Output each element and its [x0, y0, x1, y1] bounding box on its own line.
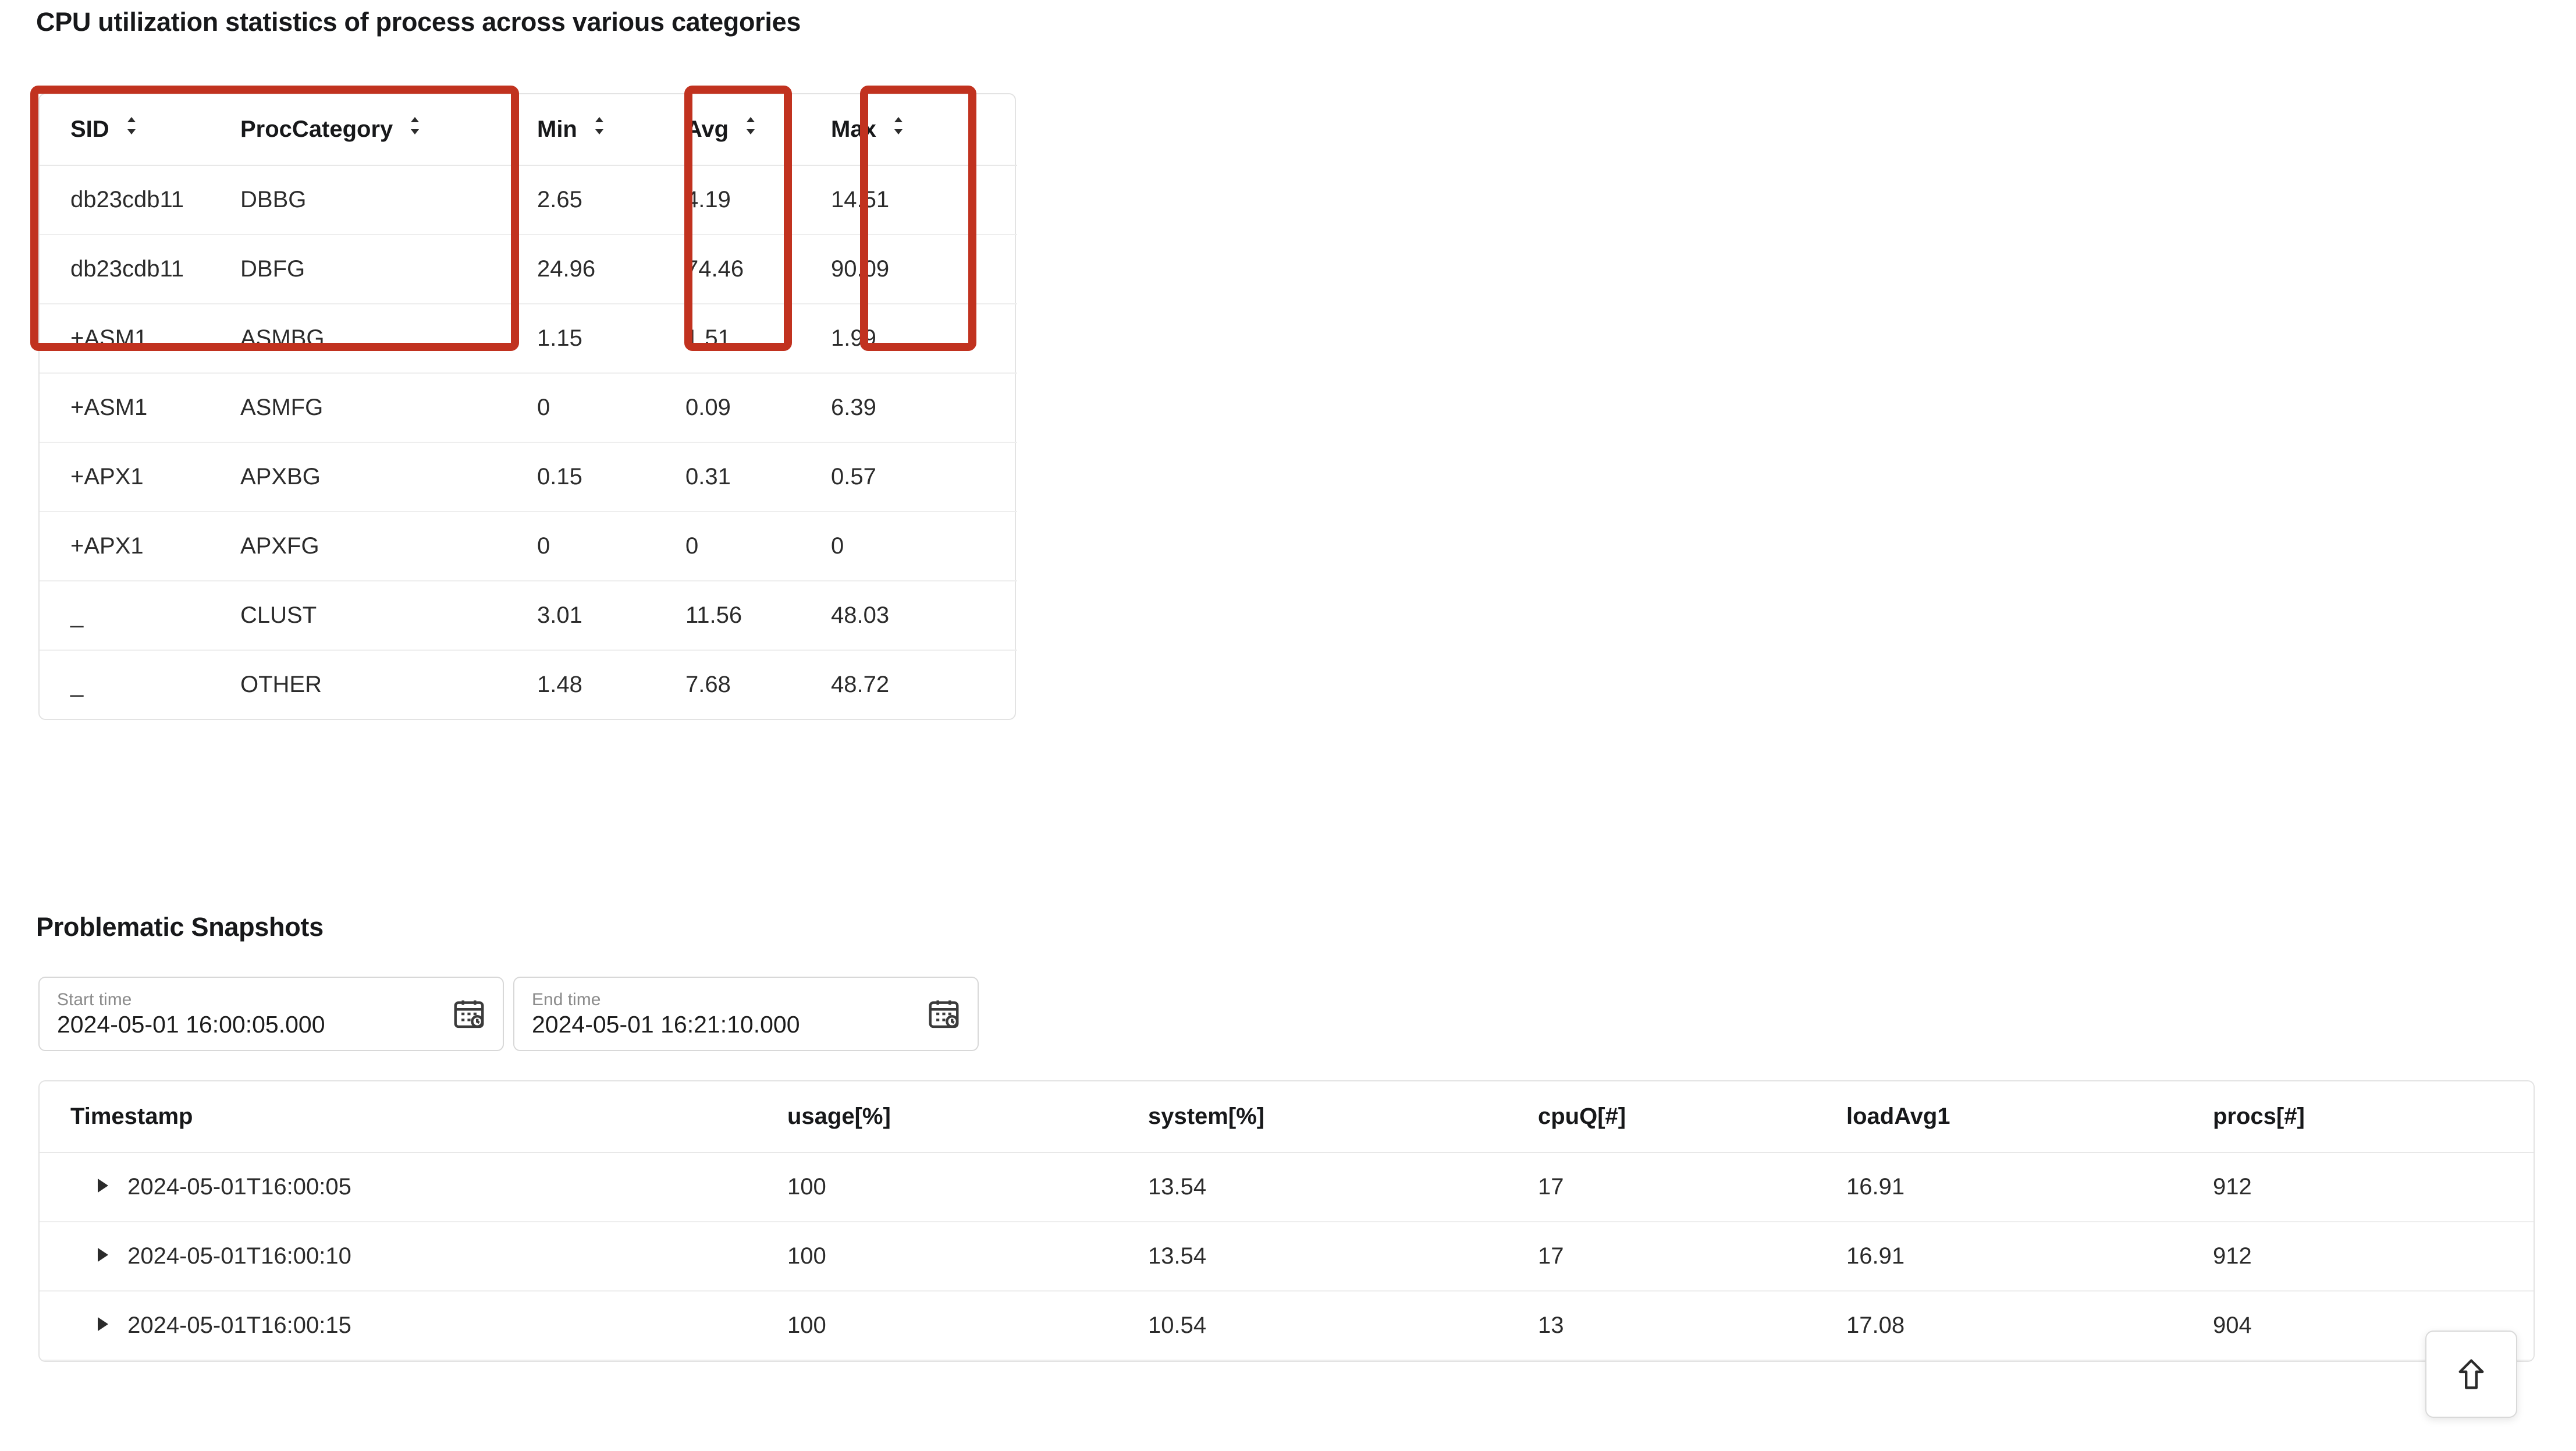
cpu-stats-table-container — [38, 93, 1016, 720]
cell-min: 0.15 — [537, 442, 685, 512]
column-header-min[interactable] — [537, 94, 685, 165]
cell-min: 0 — [537, 373, 685, 442]
cell-procs: 912 — [2213, 1222, 2535, 1291]
sort-icon[interactable] — [891, 116, 906, 136]
column-header-loadavg1[interactable]: loadAvg1 — [1846, 1081, 2213, 1152]
problematic-snapshots-title: Problematic Snapshots — [36, 912, 324, 942]
table-row[interactable] — [40, 512, 1017, 581]
cell-min: 1.15 — [537, 304, 685, 373]
cell-avg: 0 — [685, 512, 831, 581]
table-header-row — [40, 1081, 2535, 1152]
cell-category: APXBG — [240, 442, 537, 512]
cell-sid: +ASM1 — [40, 304, 240, 373]
cell-cpuq: 13 — [1538, 1291, 1846, 1360]
table-row[interactable] — [40, 165, 1017, 235]
column-header-sid[interactable] — [40, 94, 240, 165]
column-header-sid-label: SID — [70, 116, 109, 142]
expand-triangle-icon[interactable] — [98, 1179, 108, 1193]
cell-max: 48.72 — [831, 672, 890, 697]
end-time-inner — [514, 990, 910, 1038]
start-time-label: Start time — [57, 989, 132, 1009]
column-header-avg-label: Avg — [685, 116, 729, 142]
cell-loadavg1: 16.91 — [1846, 1222, 2213, 1291]
expand-triangle-icon[interactable] — [98, 1317, 108, 1331]
cell-category: APXFG — [240, 512, 537, 581]
cell-sid: db23cdb11 — [40, 165, 240, 235]
snapshots-table — [40, 1081, 2535, 1361]
end-time-label: End time — [532, 989, 601, 1009]
cpu-stats-title: CPU utilization statistics of process across various categories — [36, 7, 801, 37]
sort-icon[interactable] — [124, 116, 139, 136]
calendar-icon[interactable] — [910, 978, 978, 1050]
table-row[interactable] — [40, 235, 1017, 304]
cell-min: 1.48 — [537, 672, 582, 697]
cell-system: 13.54 — [1148, 1152, 1538, 1222]
cell-avg: 1.51 — [685, 304, 831, 373]
column-header-procs[interactable]: procs[#] — [2213, 1081, 2535, 1152]
cell-cpuq: 17 — [1538, 1152, 1846, 1222]
cell-timestamp-label: 2024-05-01T16:00:05 — [127, 1174, 351, 1200]
column-header-avg[interactable] — [685, 94, 831, 165]
cell-procs: 904 — [2213, 1291, 2535, 1360]
cell-avg: 7.68 — [685, 672, 731, 697]
calendar-icon[interactable] — [435, 978, 503, 1050]
column-header-cpuq[interactable]: cpuQ[#] — [1538, 1081, 1846, 1152]
expand-triangle-icon[interactable] — [98, 1248, 108, 1262]
cell-max: 90.09 — [831, 235, 1017, 304]
cell-usage: 100 — [787, 1222, 1148, 1291]
start-time-value[interactable]: 2024-05-01 16:00:05.000 — [57, 1010, 325, 1038]
cell-avg: 0.09 — [685, 373, 831, 442]
cell-timestamp[interactable] — [40, 1291, 787, 1360]
cell-category: CLUST — [240, 581, 537, 650]
cell-avg: 11.56 — [685, 581, 831, 650]
cell-system: 13.54 — [1148, 1222, 1538, 1291]
cell-avg: 4.19 — [685, 165, 831, 235]
sort-icon[interactable] — [592, 116, 607, 136]
cell-avg: 0.31 — [685, 442, 831, 512]
cell-max: 6.39 — [831, 373, 1017, 442]
scroll-to-top-button[interactable] — [2425, 1331, 2517, 1418]
cell-system: 10.54 — [1148, 1291, 1538, 1360]
cell-sid: db23cdb11 — [40, 235, 240, 304]
end-time-field[interactable] — [513, 977, 979, 1051]
cell-sid: +ASM1 — [40, 373, 240, 442]
cell-category: ASMFG — [240, 373, 537, 442]
cell-category: OTHER — [240, 672, 322, 697]
cell-usage: 100 — [787, 1152, 1148, 1222]
column-header-max-label: Max — [831, 116, 876, 142]
cell-category: DBBG — [240, 165, 537, 235]
cell-max: 0.57 — [831, 442, 1017, 512]
cell-cpuq: 17 — [1538, 1222, 1846, 1291]
column-header-system[interactable]: system[%] — [1148, 1081, 1538, 1152]
cell-timestamp[interactable] — [40, 1222, 787, 1291]
cell-max: 48.03 — [831, 581, 1017, 650]
cell-min: 0 — [537, 512, 685, 581]
cell-timestamp-label: 2024-05-01T16:00:15 — [127, 1312, 351, 1338]
column-header-max[interactable] — [831, 94, 1017, 165]
cell-min: 2.65 — [537, 165, 685, 235]
cell-max: 1.99 — [831, 304, 1017, 373]
cell-usage: 100 — [787, 1291, 1148, 1360]
sort-icon[interactable] — [407, 116, 422, 136]
cell-max: 0 — [831, 512, 1017, 581]
start-time-inner — [40, 990, 435, 1038]
cell-loadavg1: 16.91 — [1846, 1152, 2213, 1222]
table-row[interactable] — [40, 581, 1017, 650]
cell-category: ASMBG — [240, 304, 537, 373]
column-header-min-label: Min — [537, 116, 577, 142]
start-time-field[interactable] — [38, 977, 504, 1051]
cell-max: 14.51 — [831, 165, 1017, 235]
cell-timestamp-label: 2024-05-01T16:00:10 — [127, 1243, 351, 1269]
column-header-usage[interactable]: usage[%] — [787, 1081, 1148, 1152]
cell-sid: _ — [40, 581, 240, 650]
cell-sid: +APX1 — [40, 442, 240, 512]
cell-min: 24.96 — [537, 235, 685, 304]
table-row[interactable] — [40, 1152, 2535, 1222]
snapshots-table-container — [38, 1080, 2535, 1362]
cell-timestamp[interactable] — [40, 1152, 787, 1222]
table-row[interactable] — [40, 442, 1017, 512]
cell-procs: 912 — [2213, 1152, 2535, 1222]
cell-sid: +APX1 — [40, 512, 240, 581]
column-header-timestamp[interactable]: Timestamp — [40, 1081, 787, 1152]
cpu-stats-table — [40, 94, 1017, 719]
table-header-row — [40, 94, 1017, 165]
cell-loadavg1: 17.08 — [1846, 1291, 2213, 1360]
column-header-proccategory[interactable] — [240, 94, 537, 165]
cell-category: DBFG — [240, 235, 537, 304]
column-header-proccategory-label: ProcCategory — [240, 116, 393, 142]
table-row[interactable] — [40, 1222, 2535, 1291]
table-row[interactable] — [40, 373, 1017, 442]
table-row[interactable] — [40, 1291, 2535, 1360]
cell-min: 3.01 — [537, 581, 685, 650]
cell-sid: _ — [70, 672, 84, 697]
sort-icon[interactable] — [743, 116, 758, 136]
table-row[interactable] — [40, 304, 1017, 373]
arrow-up-icon — [2452, 1355, 2490, 1393]
end-time-value[interactable]: 2024-05-01 16:21:10.000 — [532, 1010, 800, 1038]
table-row[interactable] — [40, 650, 1017, 719]
cell-avg: 74.46 — [685, 235, 831, 304]
